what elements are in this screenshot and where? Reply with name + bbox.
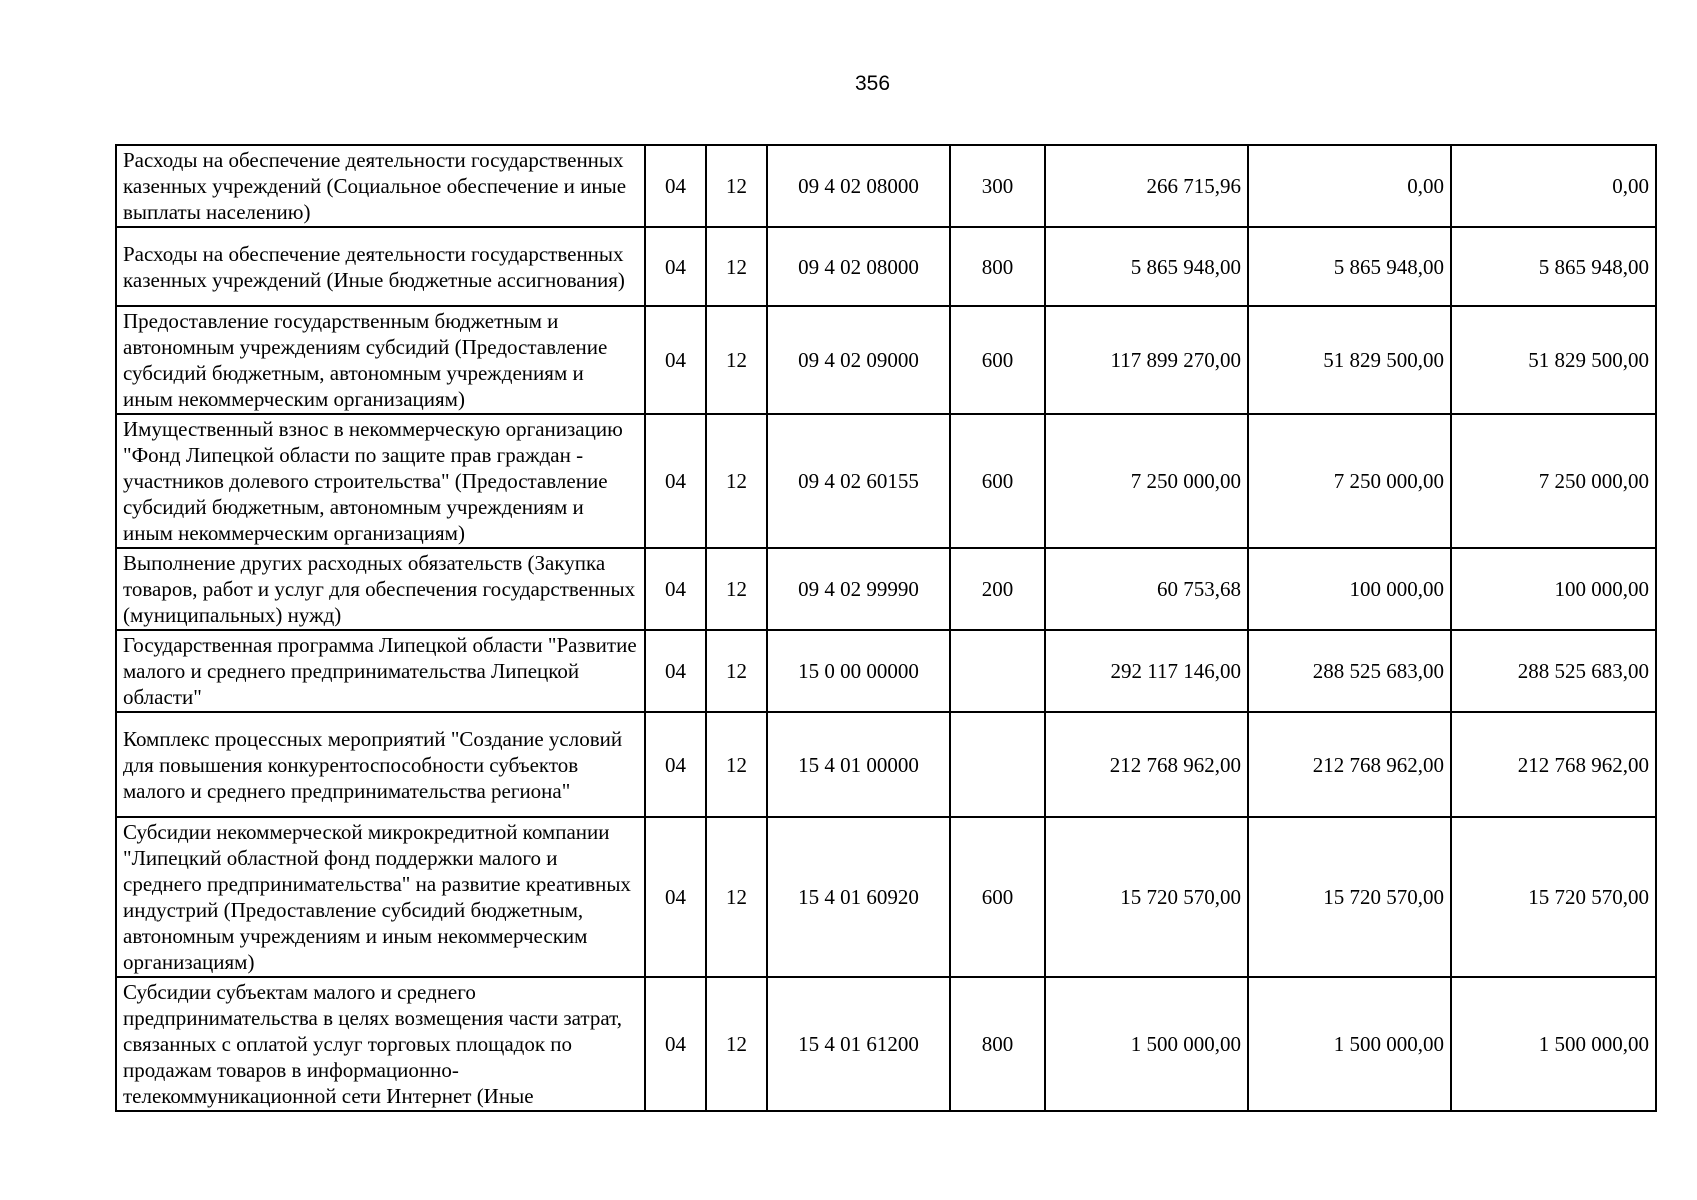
row-value-1: 212 768 962,00 [1045, 712, 1248, 817]
row-target-code: 09 4 02 08000 [767, 227, 950, 306]
row-section: 04 [645, 817, 706, 977]
row-target-code: 15 0 00 00000 [767, 630, 950, 712]
row-description: Имущественный взнос в некоммерческую организацию "Фонд Липецкой области по защите прав граждан - участников долевого строительства" (Предоставление субсидий бюджетным, автономным учреждениям и иным некоммерческим организациям) [116, 414, 645, 548]
table-row [116, 414, 1656, 548]
row-description: Комплекс процессных мероприятий "Создание условий для повышения конкурентоспособности субъектов малого и среднего предпринимательства региона" [116, 712, 645, 817]
row-section: 04 [645, 145, 706, 227]
row-description: Расходы на обеспечение деятельности государственных казенных учреждений (Социальное обеспечение и иные выплаты населению) [116, 145, 645, 227]
row-value-1: 5 865 948,00 [1045, 227, 1248, 306]
row-section: 04 [645, 712, 706, 817]
row-value-3: 288 525 683,00 [1451, 630, 1656, 712]
row-target-code: 09 4 02 99990 [767, 548, 950, 630]
row-subsection: 12 [706, 630, 767, 712]
row-target-code: 15 4 01 60920 [767, 817, 950, 977]
row-description: Выполнение других расходных обязательств (Закупка товаров, работ и услуг для обеспечения государственных (муниципальных) нужд) [116, 548, 645, 630]
table-row [116, 630, 1656, 712]
row-description: Субсидии субъектам малого и среднего предпринимательства в целях возмещения части затрат, связанных с оплатой услуг торговых площадок по продажам товаров в информационно-телекоммуникационной сети Интернет (Иные [116, 977, 645, 1111]
row-description: Субсидии некоммерческой микрокредитной компании "Липецкий областной фонд поддержки малого и среднего предпринимательства" на развитие креативных индустрий (Предоставление субсидий бюджетным, автономным учреждениям и иным некоммерческим организациям) [116, 817, 645, 977]
row-value-1: 1 500 000,00 [1045, 977, 1248, 1111]
row-section: 04 [645, 306, 706, 414]
row-expense-type: 300 [950, 145, 1045, 227]
row-section: 04 [645, 414, 706, 548]
row-target-code: 15 4 01 00000 [767, 712, 950, 817]
table-row [116, 227, 1656, 306]
row-value-2: 15 720 570,00 [1248, 817, 1451, 977]
table-row [116, 977, 1656, 1111]
page-number: 356 [854, 72, 891, 95]
row-value-3: 0,00 [1451, 145, 1656, 227]
row-value-2: 212 768 962,00 [1248, 712, 1451, 817]
row-value-2: 288 525 683,00 [1248, 630, 1451, 712]
row-section: 04 [645, 227, 706, 306]
table-row [116, 712, 1656, 817]
row-target-code: 15 4 01 61200 [767, 977, 950, 1111]
row-expense-type: 600 [950, 414, 1045, 548]
row-description: Предоставление государственным бюджетным и автономным учреждениям субсидий (Предоставление субсидий бюджетным, автономным учреждениям и иным некоммерческим организациям) [116, 306, 645, 414]
row-expense-type: 800 [950, 227, 1045, 306]
table-row [116, 548, 1656, 630]
row-value-2: 100 000,00 [1248, 548, 1451, 630]
row-value-2: 5 865 948,00 [1248, 227, 1451, 306]
row-subsection: 12 [706, 227, 767, 306]
row-target-code: 09 4 02 60155 [767, 414, 950, 548]
row-value-3: 100 000,00 [1451, 548, 1656, 630]
row-value-3: 7 250 000,00 [1451, 414, 1656, 548]
row-expense-type: 600 [950, 817, 1045, 977]
table-row [116, 306, 1656, 414]
row-section: 04 [645, 977, 706, 1111]
row-value-1: 292 117 146,00 [1045, 630, 1248, 712]
budget-table [115, 144, 1657, 1112]
row-target-code: 09 4 02 08000 [767, 145, 950, 227]
table-row [116, 817, 1656, 977]
row-subsection: 12 [706, 977, 767, 1111]
row-description: Государственная программа Липецкой области "Развитие малого и среднего предпринимательства Липецкой области" [116, 630, 645, 712]
row-subsection: 12 [706, 306, 767, 414]
row-target-code: 09 4 02 09000 [767, 306, 950, 414]
row-subsection: 12 [706, 817, 767, 977]
row-value-1: 60 753,68 [1045, 548, 1248, 630]
row-value-3: 5 865 948,00 [1451, 227, 1656, 306]
row-subsection: 12 [706, 414, 767, 548]
table-row [116, 145, 1656, 227]
row-section: 04 [645, 548, 706, 630]
row-value-1: 266 715,96 [1045, 145, 1248, 227]
row-value-3: 15 720 570,00 [1451, 817, 1656, 977]
row-value-2: 7 250 000,00 [1248, 414, 1451, 548]
row-subsection: 12 [706, 712, 767, 817]
row-value-1: 7 250 000,00 [1045, 414, 1248, 548]
row-value-2: 1 500 000,00 [1248, 977, 1451, 1111]
row-subsection: 12 [706, 548, 767, 630]
row-section: 04 [645, 630, 706, 712]
row-expense-type [950, 630, 1045, 712]
row-subsection: 12 [706, 145, 767, 227]
row-expense-type: 600 [950, 306, 1045, 414]
row-value-1: 15 720 570,00 [1045, 817, 1248, 977]
row-description: Расходы на обеспечение деятельности государственных казенных учреждений (Иные бюджетные ассигнования) [116, 227, 645, 306]
row-value-2: 0,00 [1248, 145, 1451, 227]
row-value-3: 51 829 500,00 [1451, 306, 1656, 414]
row-value-1: 117 899 270,00 [1045, 306, 1248, 414]
row-value-3: 212 768 962,00 [1451, 712, 1656, 817]
row-expense-type [950, 712, 1045, 817]
row-value-2: 51 829 500,00 [1248, 306, 1451, 414]
row-expense-type: 800 [950, 977, 1045, 1111]
row-value-3: 1 500 000,00 [1451, 977, 1656, 1111]
row-expense-type: 200 [950, 548, 1045, 630]
